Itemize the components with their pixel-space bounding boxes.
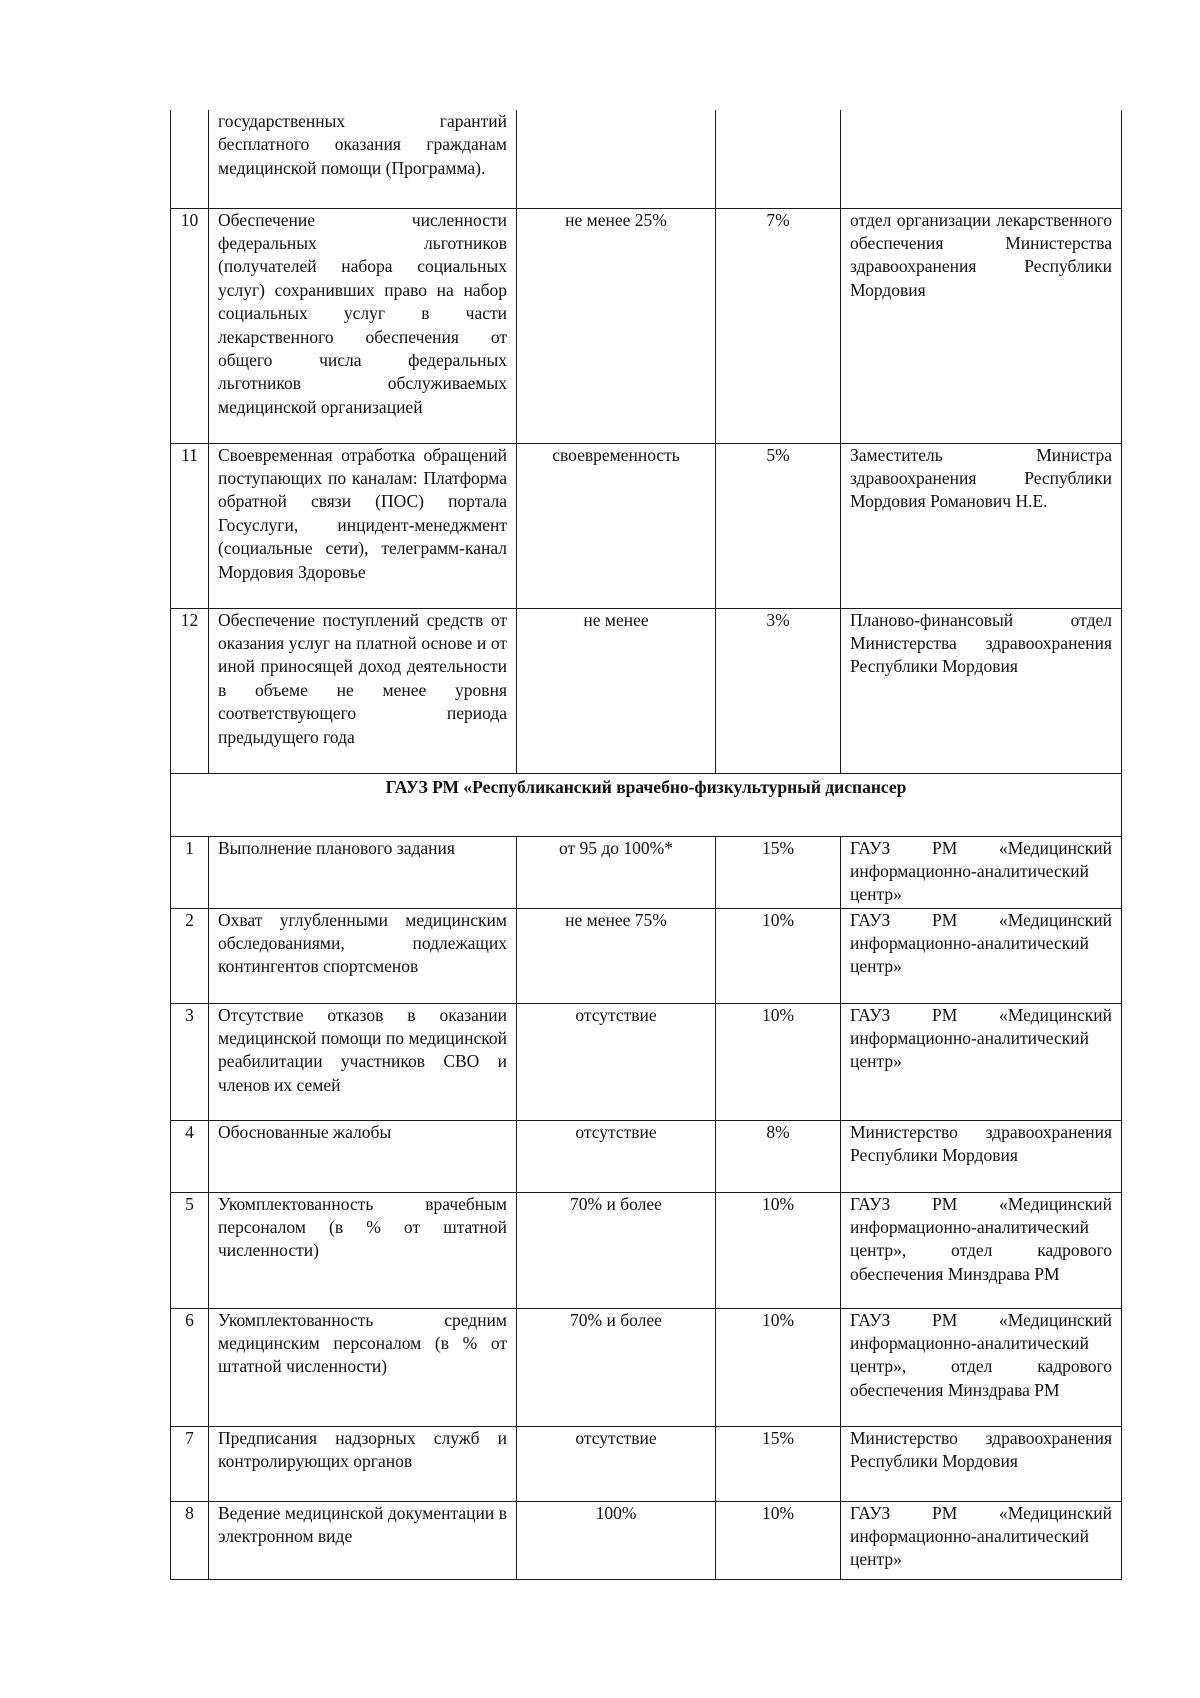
value-cell: своевременность [517, 443, 716, 608]
value-cell: не менее 25% [517, 208, 716, 443]
indicators-table [170, 110, 1122, 1580]
responsible-cell: Министерство здравоохранения Республики Мордовия [841, 1120, 1122, 1192]
value-cell: от 95 до 100%* [517, 836, 716, 908]
indicator-cell: Предписания надзорных служб и контролирующих органов [209, 1426, 517, 1501]
value-cell: не менее [517, 608, 716, 773]
indicator-cell: Отсутствие отказов в оказании медицинской помощи по медицинской реабилитации участников СВО и членов их семей [209, 1003, 517, 1120]
table-row [171, 836, 1122, 908]
section-header-row [171, 773, 1122, 836]
weight-cell: 10% [716, 1003, 841, 1120]
responsible-cell: Планово-финансовый отдел Министерства здравоохранения Республики Мордовия [841, 608, 1122, 773]
value-cell: 70% и более [517, 1308, 716, 1426]
weight-cell: 15% [716, 836, 841, 908]
row-number-cell: 8 [171, 1501, 209, 1579]
weight-cell: 8% [716, 1120, 841, 1192]
value-cell: отсутствие [517, 1120, 716, 1192]
weight-cell [716, 110, 841, 208]
responsible-cell: ГАУЗ РМ «Медицинский информационно-аналитический центр» [841, 1501, 1122, 1579]
row-number-cell [171, 110, 209, 208]
responsible-cell: Министерство здравоохранения Республики Мордовия [841, 1426, 1122, 1501]
indicator-cell: Укомплектованность врачебным персоналом (в % от штатной численности) [209, 1192, 517, 1308]
weight-cell: 3% [716, 608, 841, 773]
responsible-cell: отдел организации лекарственного обеспечения Министерства здравоохранения Республики Мордовия [841, 208, 1122, 443]
value-cell: отсутствие [517, 1003, 716, 1120]
indicator-cell: государственных гарантий бесплатного оказания гражданам медицинской помощи (Программа). [209, 110, 517, 208]
table-row [171, 1501, 1122, 1579]
table-row [171, 908, 1122, 1003]
responsible-cell: ГАУЗ РМ «Медицинский информационно-аналитический центр» [841, 1003, 1122, 1120]
table-row [171, 1192, 1122, 1308]
responsible-cell: ГАУЗ РМ «Медицинский информационно-аналитический центр» [841, 836, 1122, 908]
table-row [171, 1003, 1122, 1120]
indicator-cell: Обоснованные жалобы [209, 1120, 517, 1192]
indicator-cell: Охват углубленными медицинским обследованиями, подлежащих контингентов спортсменов [209, 908, 517, 1003]
table-row [171, 1120, 1122, 1192]
table-row [171, 1308, 1122, 1426]
value-cell: не менее 75% [517, 908, 716, 1003]
value-cell: 70% и более [517, 1192, 716, 1308]
row-number-cell: 2 [171, 908, 209, 1003]
row-number-cell: 4 [171, 1120, 209, 1192]
indicator-cell: Ведение медицинской документации в электронном виде [209, 1501, 517, 1579]
continuation-row [171, 110, 1122, 208]
row-number-cell: 12 [171, 608, 209, 773]
row-number-cell: 3 [171, 1003, 209, 1120]
responsible-cell: ГАУЗ РМ «Медицинский информационно-аналитический центр», отдел кадрового обеспечения Минздрава РМ [841, 1192, 1122, 1308]
indicator-cell: Обеспечение численности федеральных льготников (получателей набора социальных услуг) сохранивших право на набор социальных услуг в части лекарственного обеспечения от общего числа федеральных льготников обслуживаемых медицинской организацией [209, 208, 517, 443]
value-cell [517, 110, 716, 208]
weight-cell: 5% [716, 443, 841, 608]
row-number-cell: 10 [171, 208, 209, 443]
table-row [171, 443, 1122, 608]
responsible-cell: ГАУЗ РМ «Медицинский информационно-аналитический центр» [841, 908, 1122, 1003]
value-cell: отсутствие [517, 1426, 716, 1501]
indicator-cell: Укомплектованность средним медицинским персоналом (в % от штатной численности) [209, 1308, 517, 1426]
row-number-cell: 5 [171, 1192, 209, 1308]
weight-cell: 7% [716, 208, 841, 443]
table-row [171, 608, 1122, 773]
row-number-cell: 11 [171, 443, 209, 608]
section-title: ГАУЗ РМ «Республиканский врачебно-физкультурный диспансер [171, 773, 1122, 836]
indicator-cell: Своевременная отработка обращений поступающих по каналам: Платформа обратной связи (ПОС) портала Госуслуги, инцидент-менеджмент (социальные сети), телеграмм-канал Мордовия Здоровье [209, 443, 517, 608]
row-number-cell: 6 [171, 1308, 209, 1426]
weight-cell: 10% [716, 1501, 841, 1579]
row-number-cell: 7 [171, 1426, 209, 1501]
weight-cell: 15% [716, 1426, 841, 1501]
indicator-cell: Обеспечение поступлений средств от оказания услуг на платной основе и от иной приносящей доход деятельности в объеме не менее уровня соответствующего периода предыдущего года [209, 608, 517, 773]
table-row [171, 1426, 1122, 1501]
weight-cell: 10% [716, 908, 841, 1003]
table-row [171, 208, 1122, 443]
responsible-cell: Заместитель Министра здравоохранения Республики Мордовия Романович Н.Е. [841, 443, 1122, 608]
row-number-cell: 1 [171, 836, 209, 908]
weight-cell: 10% [716, 1308, 841, 1426]
weight-cell: 10% [716, 1192, 841, 1308]
value-cell: 100% [517, 1501, 716, 1579]
indicator-cell: Выполнение планового задания [209, 836, 517, 908]
responsible-cell: ГАУЗ РМ «Медицинский информационно-аналитический центр», отдел кадрового обеспечения Минздрава РМ [841, 1308, 1122, 1426]
responsible-cell [841, 110, 1122, 208]
